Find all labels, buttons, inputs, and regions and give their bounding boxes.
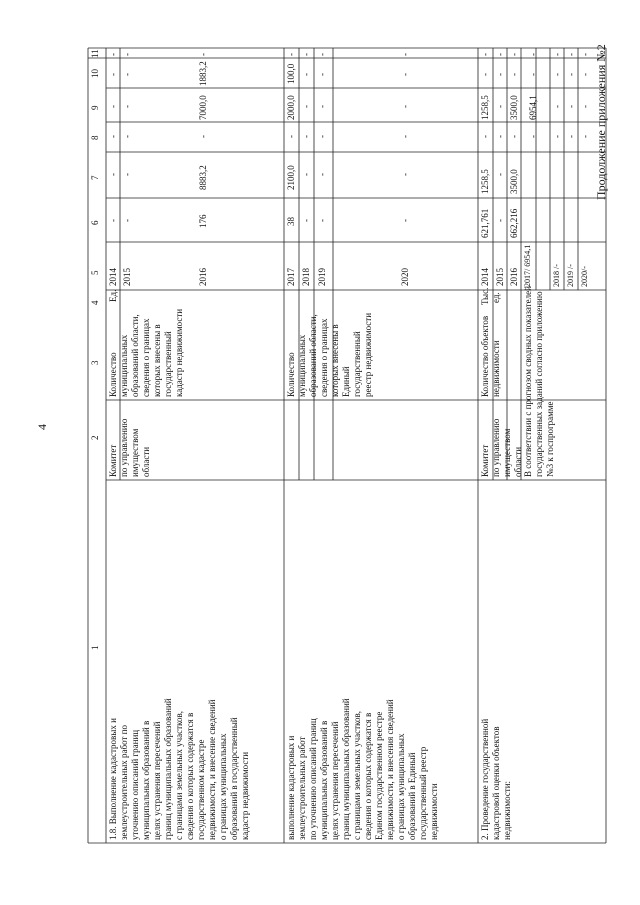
col-num-2: 2 xyxy=(90,435,100,440)
row2-item-l5: целях устранения пересечений xyxy=(330,721,340,840)
col-num-4: 4 xyxy=(90,300,100,305)
row2-ind-l8: реестр недвижимости xyxy=(363,312,373,397)
col-num-9: 9 xyxy=(90,105,100,110)
row3-2015-c11: - xyxy=(495,53,505,56)
row1-item-l13: кадастр недвижимости xyxy=(240,751,250,840)
row3-2018-c7: 2018 /- xyxy=(552,264,561,287)
row1-2015-c11: - xyxy=(122,53,132,56)
row2-2018-c6: - xyxy=(301,219,311,222)
row1-item-l9: государственном кадастре xyxy=(196,739,206,840)
row3-2014-c8: - xyxy=(480,135,490,138)
row3-2020-c7: 2020/- xyxy=(580,266,589,287)
row2-ind-l4: сведения о границах xyxy=(319,318,329,397)
col-num-6: 6 xyxy=(90,220,100,225)
row1-2014-c6: - xyxy=(108,219,118,222)
row1-2015-c9: - xyxy=(122,105,132,108)
row3-resp-l4: области xyxy=(513,446,523,477)
row3-2015-c6: - xyxy=(495,219,505,222)
row2-ind-l6: Единый xyxy=(341,366,351,397)
row3-ind-l1: Количество объектов xyxy=(480,315,490,397)
row3-2020-c8: - xyxy=(580,135,590,138)
col-num-10: 10 xyxy=(90,69,100,78)
row2-2020-c11: - xyxy=(400,53,410,56)
row3-note-l3: №3 к госпрограмме xyxy=(545,401,555,477)
row2-item-l3: по уточнению описаний границ xyxy=(308,718,318,840)
row2-year-2017: 2017 xyxy=(286,268,296,286)
row3-2017-c11: - xyxy=(528,53,538,56)
row1-year-2015: 2015 xyxy=(122,268,132,286)
row1-2015-c6: - xyxy=(122,219,132,222)
row3-year-2015: 2015 xyxy=(495,268,505,286)
row3-2016-c10: - xyxy=(509,73,519,76)
row1-resp-l4: области xyxy=(141,446,151,477)
row1-ind-l7: кадастр недвижимости xyxy=(174,308,184,397)
row3-item-l3: недвижимости: xyxy=(502,780,512,840)
row1-2015-c7: - xyxy=(122,173,132,176)
row3-2019-c7: 2019 /- xyxy=(566,264,575,287)
row2-item-l10: недвижимости, и внесения сведений xyxy=(385,699,395,840)
row2-item-l14: недвижимости xyxy=(429,783,439,840)
row1-year-2014: 2014 xyxy=(108,268,118,286)
row3-2019-c8: - xyxy=(566,135,576,138)
row1-2016-c7: 8883,2 xyxy=(198,165,208,190)
row2-item-l13: государственный реестр xyxy=(418,746,428,840)
row2-2017-c8: - xyxy=(286,135,296,138)
col-num-5: 5 xyxy=(90,270,100,275)
row1-item-l2: землеустроительных работ по xyxy=(119,725,129,840)
col-num-7: 7 xyxy=(90,175,100,180)
row3-2019-c10: - xyxy=(566,73,576,76)
row3-2018-c11: - xyxy=(552,53,562,56)
row1-resp-l3: имуществом xyxy=(130,428,140,477)
row3-2016-c8: - xyxy=(509,135,519,138)
row1-item-l1: 1.8. Выполнение кадастровых и xyxy=(108,718,118,840)
row2-2018-c7: - xyxy=(301,173,311,176)
row3-2016-c6: 662,216 xyxy=(509,208,519,238)
row1-item-l8: сведения о которых содержатся в xyxy=(185,712,195,840)
row1-ind-l2: муниципальных xyxy=(119,334,129,397)
row2-item-l4: муниципальных образований в xyxy=(319,720,329,840)
row2-2018-c9: - xyxy=(301,105,311,108)
row2-2017-c11: - xyxy=(286,53,296,56)
col-num-1: 1 xyxy=(90,645,100,650)
row3-unit-l2: ед. xyxy=(491,292,501,303)
row3-2015-c10: - xyxy=(495,73,505,76)
row2-2017-c6: 38 xyxy=(286,217,296,226)
row1-2015-c8: - xyxy=(122,135,132,138)
row1-year-2016: 2016 xyxy=(198,268,208,286)
row2-2020-c9: - xyxy=(400,105,410,108)
row2-2019-c6: - xyxy=(317,219,327,222)
row3-2016-c7: 3500,0 xyxy=(509,169,519,194)
row3-note-l2: государственных заданий согласно приложению xyxy=(534,291,544,477)
row2-2019-c9: - xyxy=(317,105,327,108)
row3-2015-c8: - xyxy=(495,135,505,138)
row1-ind-l4: сведения о границах xyxy=(141,318,151,397)
row2-item-l1: выполнение кадастровых и xyxy=(286,735,296,840)
row3-2019-c9: - xyxy=(566,105,576,108)
row1-item-l6: границ муниципальных образований xyxy=(163,698,173,840)
row1-2016-c10: 1883,2 xyxy=(198,61,208,86)
row3-2017-c8: - xyxy=(528,135,538,138)
row3-2020-c11: - xyxy=(580,53,590,56)
row2-2018-c11: - xyxy=(301,53,311,56)
row1-ind-l5: которых внесены в xyxy=(152,324,162,397)
row1-ind-l3: образований области, xyxy=(130,314,140,397)
row3-2017-c7: 2017/ 6954,1 xyxy=(523,244,532,287)
row3-note-l1: В соответствии с прогнозом сводных показателей xyxy=(523,286,533,477)
row1-item-l5: целях устранения пересечений xyxy=(152,721,162,840)
row2-ind-l1: Количество xyxy=(286,352,296,397)
row2-2017-c7: 2100,0 xyxy=(286,165,296,190)
row3-2014-c6: 621,761 xyxy=(480,208,490,238)
row3-item-l2: кадастровой оценки объектов xyxy=(491,726,501,840)
row1-ind-l1: Количество xyxy=(108,352,118,397)
row3-2016-c9: 3500,0 xyxy=(509,95,519,120)
row1-item-l10: недвижимости, и внесение сведений xyxy=(207,699,217,840)
row3-ind-l2: недвижимости xyxy=(491,340,501,397)
row3-resp-l1: Комитет xyxy=(480,444,490,477)
row2-item-l11: о границах муниципальных xyxy=(396,733,406,840)
row2-item-l2: землеустроительных работ xyxy=(297,736,307,840)
row1-2014-c8: - xyxy=(108,135,118,138)
row2-ind-l2: муниципальных xyxy=(297,334,307,397)
row2-ind-l5: которых внесены в xyxy=(330,324,340,397)
continuation-title: Продолжение приложения №2 xyxy=(594,44,608,200)
row1-2014-c11: - xyxy=(108,53,118,56)
row3-unit-l1: Тыс. xyxy=(480,287,490,305)
row2-2019-c7: - xyxy=(317,173,327,176)
row3-item-l1: 2. Проведение государственной xyxy=(480,718,490,840)
row1-item-l7: с границами земельных участков, xyxy=(174,711,184,840)
row3-resp-l3: имуществом xyxy=(502,428,512,477)
row3-2017-c10: - xyxy=(528,73,538,76)
row1-item-l3: уточнению описаний границ xyxy=(130,729,140,840)
row1-2014-c9: - xyxy=(108,105,118,108)
row3-2015-c7: - xyxy=(495,173,505,176)
row1-2016-c9: 7000,0 xyxy=(198,95,208,120)
row2-item-l8: сведения о которых содержатся в xyxy=(363,712,373,840)
row2-2019-c10: - xyxy=(317,73,327,76)
row1-2016-c6: 176 xyxy=(198,214,208,228)
row2-2018-c8: - xyxy=(301,135,311,138)
row1-2015-c10: - xyxy=(122,73,132,76)
col-num-3: 3 xyxy=(90,360,100,365)
page-number: 4 xyxy=(35,424,49,430)
row2-2020-c6: - xyxy=(400,219,410,222)
row3-2018-c9: - xyxy=(552,105,562,108)
col-num-11: 11 xyxy=(90,49,100,58)
row3-year-2014: 2014 xyxy=(480,268,490,286)
row2-year-2020: 2020 xyxy=(400,268,410,286)
row1-ind-l6: государственный xyxy=(163,331,173,397)
row2-2019-c11: - xyxy=(317,53,327,56)
row3-year-2016: 2016 xyxy=(509,268,519,286)
row1-2016-c8: - xyxy=(198,135,208,138)
row3-2018-c8: - xyxy=(552,135,562,138)
row1-2016-c11: - xyxy=(198,53,208,56)
row2-ind-l3: образований области, xyxy=(308,314,318,397)
col-num-8: 8 xyxy=(90,135,100,140)
row3-2018-c10: - xyxy=(552,73,562,76)
row3-2014-c7: 1258,5 xyxy=(480,169,490,194)
row3-2016-c11: - xyxy=(509,53,519,56)
row1-resp-l1: Комитет xyxy=(108,444,118,477)
row2-2020-c7: - xyxy=(400,173,410,176)
row3-2014-c9: 1258,5 xyxy=(480,95,490,120)
row3-2019-c11: - xyxy=(566,53,576,56)
row2-item-l7: с границами земельных участков, xyxy=(352,711,362,840)
row3-2020-c10: - xyxy=(580,73,590,76)
row2-year-2018: 2018 xyxy=(301,268,311,286)
row2-2019-c8: - xyxy=(317,135,327,138)
row2-ind-l7: государственный xyxy=(352,331,362,397)
row1-item-l4: муниципальных образований в xyxy=(141,720,151,840)
row1-2014-c10: - xyxy=(108,73,118,76)
row3-2017-c9: 6954,1 xyxy=(528,95,538,120)
row2-2017-c10: 100,0 xyxy=(286,63,296,84)
row3-2015-c9: - xyxy=(495,105,505,108)
row1-item-l11: о границах муниципальных xyxy=(218,733,228,840)
row2-2017-c9: 2000,0 xyxy=(286,95,296,120)
row3-2020-c9: - xyxy=(580,105,590,108)
row2-item-l9: Едином государственном реестре xyxy=(374,711,384,840)
row2-2018-c10: - xyxy=(301,73,311,76)
row2-2020-c10: - xyxy=(400,73,410,76)
row1-unit: Ед. xyxy=(108,289,118,302)
row3-resp-l2: по управлению xyxy=(491,418,501,477)
row3-2014-c11: - xyxy=(480,53,490,56)
row2-item-l12: образований в Единый xyxy=(407,752,417,840)
row1-2014-c7: - xyxy=(108,173,118,176)
row1-item-l12: образований в государственный xyxy=(229,717,239,840)
row1-resp-l2: по управлению xyxy=(119,418,129,477)
row2-year-2019: 2019 xyxy=(317,268,327,286)
row2-item-l6: границ муниципальных образований xyxy=(341,698,351,840)
row2-2020-c8: - xyxy=(400,135,410,138)
row3-2014-c10: - xyxy=(480,73,490,76)
